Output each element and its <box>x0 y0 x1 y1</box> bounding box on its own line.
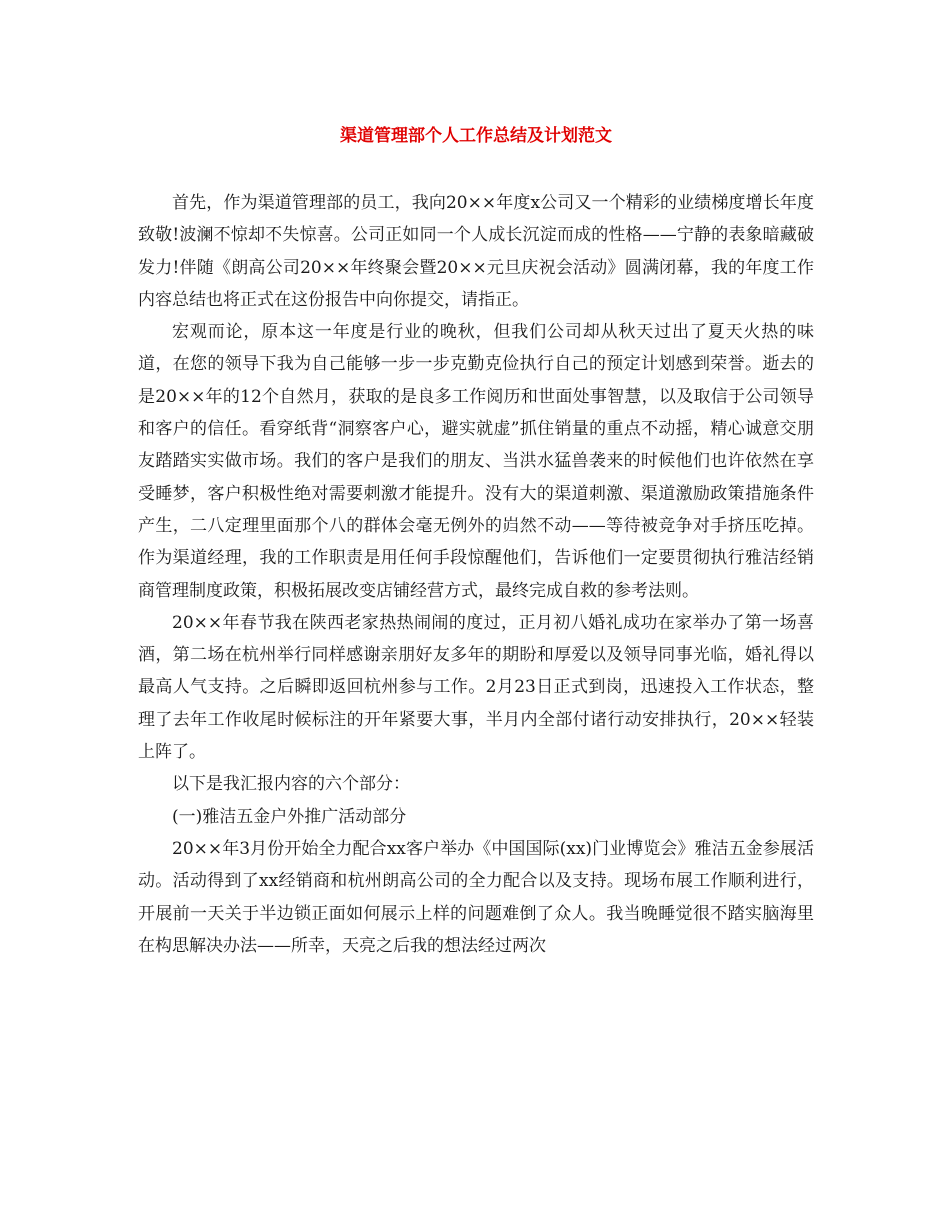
paragraph-spring-festival: 20××年春节我在陕西老家热热闹闹的度过，正月初八婚礼成功在家举办了第一场喜酒，第二场在杭州举行同样感谢亲朋好友多年的期盼和厚爱以及领导同事光临，婚礼得以最高人气支持。之后瞬即返回杭州参与工作。2月23日正式到岗，迅速投入工作状态，整理了去年工作收尾时候标注的开年紧要大事，半月内全部付诸行动安排执行，20××轻装上阵了。 <box>138 612 814 763</box>
document-title: 渠道管理部个人工作总结及计划范文 <box>340 126 612 146</box>
document-body <box>138 187 814 962</box>
section-heading-1: (一)雅洁五金户外推广活动部分 <box>172 806 407 827</box>
paragraph-section-1: 20××年3月份开始全力配合xx客户举办《中国国际(xx)门业博览会》雅洁五金参展活动。活动得到了xx经销商和杭州朗高公司的全力配合以及支持。现场布展工作顺利进行，开展前一天关于半边锁正面如何展示上样的问题难倒了众人。我当晚睡觉很不踏实脑海里在构思解决办法——所幸，天亮之后我的想法经过两次 <box>138 838 814 956</box>
paragraph-report-intro: 以下是我汇报内容的六个部分： <box>172 774 410 795</box>
document-page <box>138 0 814 1230</box>
paragraph-overview: 宏观而论，原本这一年度是行业的晚秋，但我们公司却从秋天过出了夏天火热的味道，在您的领导下我为自己能够一步一步克勤克俭执行自己的预定计划感到荣誉。逝去的是20××年的12个自然月，获取的是良多工作阅历和世面处事智慧，以及取信于公司领导和客户的信任。看穿纸背“洞察客户心，避实就虚”抓住销量的重点不动摇，精心诚意交朋友踏踏实实做市场。我们的客户是我们的朋友、当洪水猛兽袭来的时候他们也许依然在享受睡梦，客户积极性绝对需要刺激才能提升。没有大的渠道刺激、渠道激励政策措施条件产生，二八定理里面那个八的群体会毫无例外的岿然不动——等待被竞争对手挤压吃掉。作为渠道经理，我的工作职责是用任何手段惊醒他们，告诉他们一定要贯彻执行雅洁经销商管理制度政策，积极拓展改变店铺经营方式，最终完成自救的参考法则。 <box>138 322 814 601</box>
paragraph-intro: 首先，作为渠道管理部的员工，我向20××年度x公司又一个精彩的业绩梯度增长年度致敬!波澜不惊却不失惊喜。公司正如同一个人成长沉淀而成的性格——宁静的表象暗藏破发力!伴随《朗高公司20××年终聚会暨20××元旦庆祝会活动》圆满闭幕，我的年度工作内容总结也将正式在这份报告中向你提交，请指正。 <box>138 193 814 310</box>
